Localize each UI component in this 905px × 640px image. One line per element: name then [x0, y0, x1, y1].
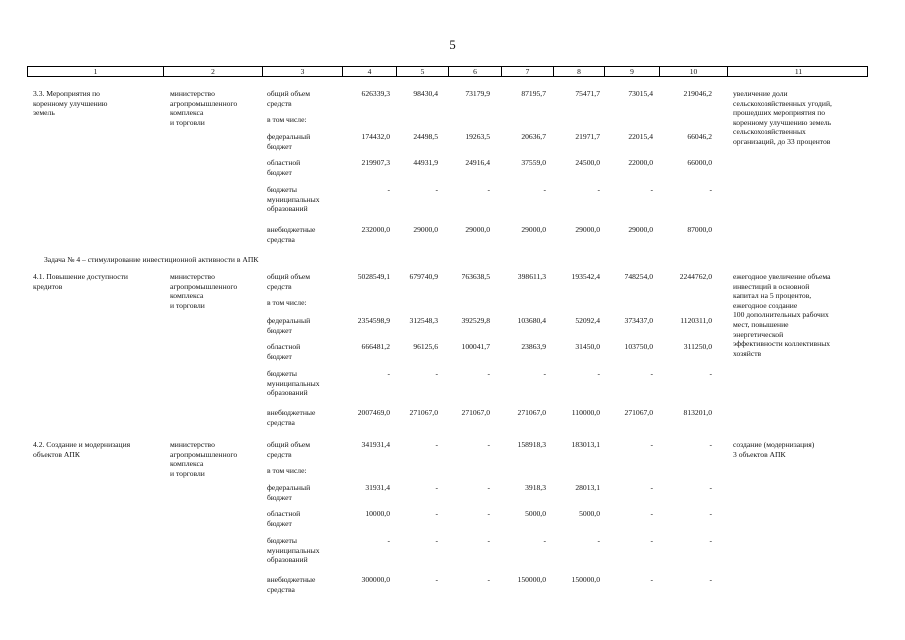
cell-mun: -: [387, 536, 390, 545]
cell-total: -: [709, 440, 712, 449]
source-total: общий объем средств: [267, 440, 311, 459]
cell-reg: 219907,3: [361, 158, 390, 167]
header-col-6: 6: [448, 67, 501, 76]
header-col-7: 7: [501, 67, 553, 76]
source-municipal: бюджеты муниципальных образований: [267, 536, 320, 565]
cell-mun: -: [543, 536, 546, 545]
cell-mun: -: [543, 369, 546, 378]
column-number-header: [27, 66, 868, 77]
cell-fed: 392529,8: [461, 316, 490, 325]
source-federal: федеральный бюджет: [267, 132, 311, 151]
cell-off: 300000,0: [361, 575, 390, 584]
source-regional: областной бюджет: [267, 509, 301, 528]
cell-fed: 1120311,0: [680, 316, 712, 325]
cell-total: 73015,4: [628, 89, 653, 98]
cell-off: 150000,0: [571, 575, 600, 584]
cell-fed: 174432,0: [361, 132, 390, 141]
cell-total: 193542,4: [571, 272, 600, 281]
cell-off: 271067,0: [409, 408, 438, 417]
cell-mun: -: [435, 369, 438, 378]
cell-total: -: [435, 440, 438, 449]
cell-total: 219046,2: [683, 89, 712, 98]
executor: министерство агропромышленного комплекса и торговли: [170, 89, 238, 127]
cell-reg: 24500,0: [575, 158, 600, 167]
cell-total: 763638,5: [461, 272, 490, 281]
cell-off: 2007469,0: [357, 408, 390, 417]
cell-fed: 2354598,9: [357, 316, 390, 325]
cell-reg: 5000,0: [525, 509, 546, 518]
measure-title: 3.3. Мероприятия по коренному улучшению земель: [33, 89, 108, 118]
cell-mun: -: [597, 369, 600, 378]
cell-mun: -: [650, 369, 653, 378]
cell-off: 29000,0: [575, 225, 600, 234]
cell-total: 626339,3: [361, 89, 390, 98]
cell-reg: 24916,4: [465, 158, 490, 167]
cell-reg: 31450,0: [575, 342, 600, 351]
cell-mun: -: [650, 536, 653, 545]
cell-off: -: [650, 575, 653, 584]
cell-reg: -: [487, 509, 490, 518]
cell-fed: -: [487, 483, 490, 492]
cell-fed: -: [709, 483, 712, 492]
cell-fed: 19263,5: [465, 132, 490, 141]
header-col-11: 11: [727, 67, 869, 76]
cell-fed: 24498,5: [413, 132, 438, 141]
cell-off: -: [435, 575, 438, 584]
source-total: общий объем средств: [267, 89, 311, 108]
cell-total: 158918,3: [517, 440, 546, 449]
expected-result: увеличение доли сельскохозяйственных угодий, прошедших мероприятия по коренному улучшению земель сельскохозяйственных организаций, до 33 процентов: [733, 89, 832, 146]
cell-mun: -: [487, 369, 490, 378]
cell-total: 73179,9: [465, 89, 490, 98]
cell-off: 87000,0: [687, 225, 712, 234]
measure-title: 4.2. Создание и модернизация объектов АПК: [33, 440, 131, 459]
expected-result: создание (модернизация) 3 объектов АПК: [733, 440, 815, 459]
cell-mun: -: [487, 185, 490, 194]
cell-fed: 28013,1: [575, 483, 600, 492]
cell-off: 232000,0: [361, 225, 390, 234]
header-col-5: 5: [396, 67, 448, 76]
cell-total: 75471,7: [575, 89, 600, 98]
cell-fed: 3918,3: [525, 483, 546, 492]
cell-reg: 23863,9: [521, 342, 546, 351]
cell-total: 5028549,1: [357, 272, 390, 281]
cell-mun: -: [597, 536, 600, 545]
cell-mun: -: [387, 369, 390, 378]
cell-fed: 31931,4: [365, 483, 390, 492]
cell-total: -: [487, 440, 490, 449]
cell-off: 29000,0: [628, 225, 653, 234]
cell-fed: -: [650, 483, 653, 492]
header-col-4: 4: [342, 67, 396, 76]
cell-reg: 666481,2: [361, 342, 390, 351]
cell-fed: 22015,4: [628, 132, 653, 141]
header-col-3: 3: [262, 67, 342, 76]
cell-fed: 312548,3: [409, 316, 438, 325]
cell-reg: 311250,0: [683, 342, 712, 351]
executor: министерство агропромышленного комплекса и торговли: [170, 440, 238, 478]
cell-reg: 22000,0: [628, 158, 653, 167]
cell-reg: 37559,0: [521, 158, 546, 167]
header-col-8: 8: [553, 67, 604, 76]
cell-total: -: [650, 440, 653, 449]
cell-total: 679740,9: [409, 272, 438, 281]
cell-off: 813201,0: [683, 408, 712, 417]
cell-total: 183013,1: [571, 440, 600, 449]
cell-mun: -: [487, 536, 490, 545]
source-incl: в том числе:: [267, 298, 307, 307]
source-incl: в том числе:: [267, 466, 307, 475]
cell-off: -: [487, 575, 490, 584]
cell-off: 271067,0: [461, 408, 490, 417]
cell-reg: 96125,6: [413, 342, 438, 351]
cell-mun: -: [709, 369, 712, 378]
header-col-1: 1: [93, 67, 98, 76]
cell-fed: 373437,0: [624, 316, 653, 325]
source-regional: областной бюджет: [267, 342, 301, 361]
cell-fed: 66046,2: [687, 132, 712, 141]
cell-off: 29000,0: [465, 225, 490, 234]
cell-mun: -: [709, 536, 712, 545]
cell-fed: 103680,4: [517, 316, 546, 325]
expected-result: ежегодное увеличение объема инвестиций в основной капитал на 5 процентов, ежегодное создание 100 дополнительных рабочих мест, повышение энергетической эффективности коллективных хозяйств: [733, 272, 831, 358]
source-offbudget: внебюджетные средства: [267, 408, 316, 427]
header-col-2: 2: [163, 67, 262, 76]
source-offbudget: внебюджетные средства: [267, 225, 316, 244]
cell-off: 150000,0: [517, 575, 546, 584]
cell-total: 748254,0: [624, 272, 653, 281]
cell-total: 341931,4: [361, 440, 390, 449]
cell-total: 2244762,0: [679, 272, 712, 281]
source-municipal: бюджеты муниципальных образований: [267, 185, 320, 214]
source-municipal: бюджеты муниципальных образований: [267, 369, 320, 398]
cell-reg: 103750,0: [624, 342, 653, 351]
cell-mun: -: [435, 536, 438, 545]
header-col-10: 10: [659, 67, 727, 76]
cell-fed: 21971,7: [575, 132, 600, 141]
executor: министерство агропромышленного комплекса и торговли: [170, 272, 238, 310]
cell-reg: 100041,7: [461, 342, 490, 351]
source-federal: федеральный бюджет: [267, 316, 311, 335]
cell-reg: 10000,0: [365, 509, 390, 518]
page-number: 5: [449, 37, 456, 52]
cell-mun: -: [709, 185, 712, 194]
cell-off: 271067,0: [624, 408, 653, 417]
source-offbudget: внебюджетные средства: [267, 575, 316, 594]
task-4-heading: Задача № 4 – стимулирование инвестиционной активности в АПК: [44, 255, 259, 264]
cell-fed: 20636,7: [521, 132, 546, 141]
cell-reg: -: [435, 509, 438, 518]
measure-title: 4.1. Повышение доступности кредитов: [33, 272, 128, 291]
cell-fed: -: [435, 483, 438, 492]
cell-off: 271067,0: [517, 408, 546, 417]
header-col-9: 9: [604, 67, 659, 76]
cell-mun: -: [650, 185, 653, 194]
cell-off: -: [709, 575, 712, 584]
cell-off: 110000,0: [571, 408, 600, 417]
cell-total: 98430,4: [413, 89, 438, 98]
source-incl: в том числе:: [267, 115, 307, 124]
cell-reg: 5000,0: [579, 509, 600, 518]
cell-total: 398611,3: [517, 272, 546, 281]
source-total: общий объем средств: [267, 272, 311, 291]
source-regional: областной бюджет: [267, 158, 301, 177]
cell-mun: -: [435, 185, 438, 194]
cell-total: 87195,7: [521, 89, 546, 98]
cell-off: 29000,0: [521, 225, 546, 234]
source-federal: федеральный бюджет: [267, 483, 311, 502]
cell-mun: -: [387, 185, 390, 194]
cell-reg: 44931,9: [413, 158, 438, 167]
cell-reg: 66000,0: [687, 158, 712, 167]
cell-reg: -: [650, 509, 653, 518]
cell-mun: -: [543, 185, 546, 194]
cell-mun: -: [597, 185, 600, 194]
cell-reg: -: [709, 509, 712, 518]
cell-off: 29000,0: [413, 225, 438, 234]
cell-fed: 52092,4: [575, 316, 600, 325]
